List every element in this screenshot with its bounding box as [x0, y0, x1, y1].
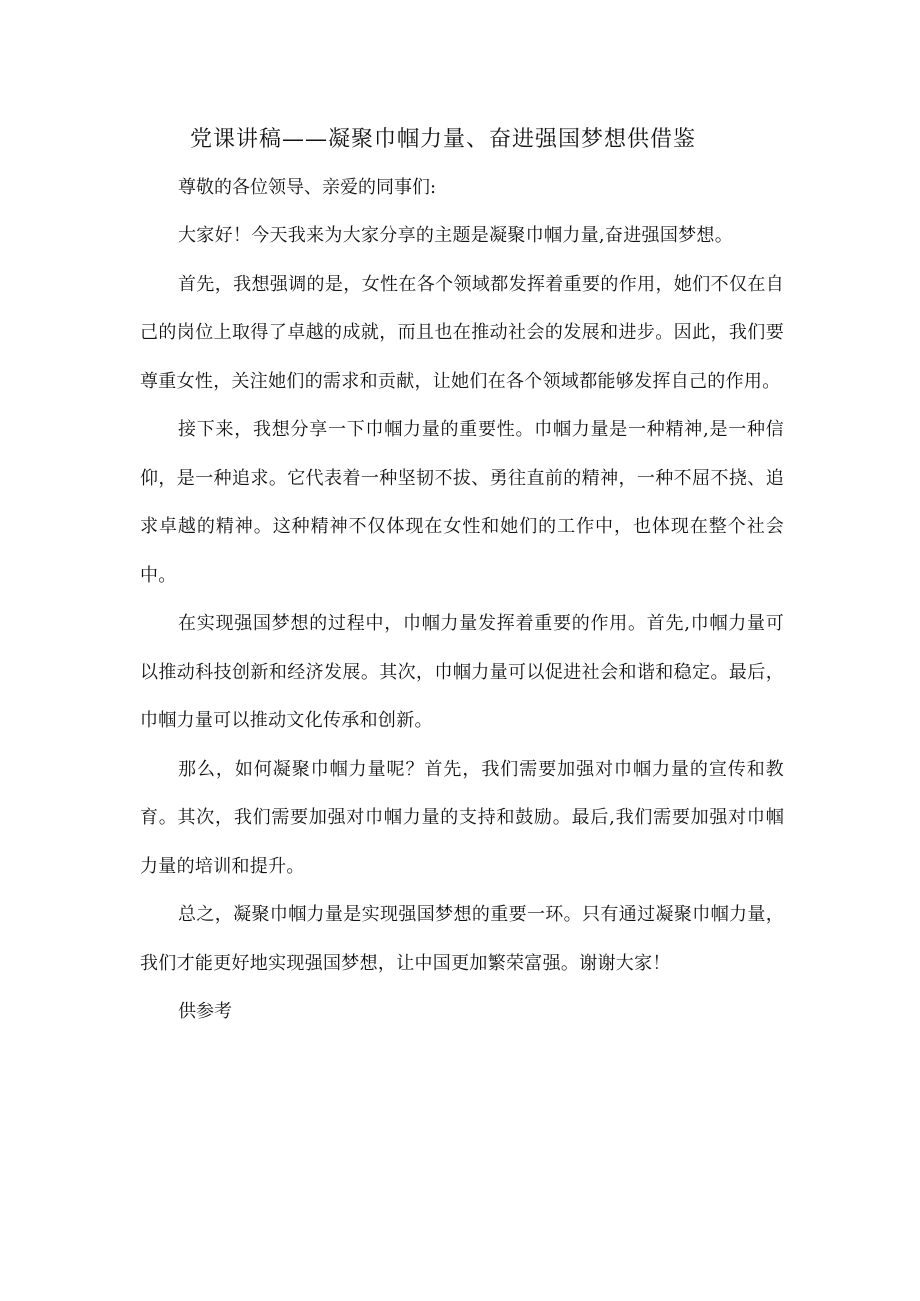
- paragraph-conclusion: 总之，凝聚巾帼力量是实现强国梦想的重要一环。只有通过凝聚巾帼力量，我们才能更好地实现强国梦想，让中国更加繁荣富强。谢谢大家！: [140, 904, 784, 974]
- paragraph-strong-nation: 在实现强国梦想的过程中，巾帼力量发挥着重要的作用。首先,巾帼力量可以推动科技创新和经济发展。其次，巾帼力量可以促进社会和谐和稳定。最后，巾帼力量可以推动文化传承和创新。: [140, 613, 784, 731]
- document-page: [140, 118, 784, 1036]
- paragraph-how-to: 那么，如何凝聚巾帼力量呢？首先，我们需要加强对巾帼力量的宣传和教育。其次，我们需要加强对巾帼力量的支持和鼓励。最后,我们需要加强对巾帼力量的培训和提升。: [140, 758, 784, 877]
- paragraph-women-role: 首先，我想强调的是，女性在各个领域都发挥着重要的作用，她们不仅在自己的岗位上取得了卓越的成就，而且也在推动社会的发展和进步。因此，我们要尊重女性，关注她们的需求和贡献，让她们在各个领域都能够发挥自己的作用。: [140, 273, 784, 392]
- paragraph-greeting: 大家好！今天我来为大家分享的主题是凝聚巾帼力量,奋进强国梦想。: [178, 225, 734, 246]
- paragraph-importance: 接下来，我想分享一下巾帼力量的重要性。巾帼力量是一种精神,是一种信仰，是一种追求。它代表着一种坚韧不拔、勇往直前的精神，一种不屈不挠、追求卓越的精神。这种精神不仅体现在女性和她们的工作中，也体现在整个社会中。: [140, 419, 784, 586]
- closing-note: 供参考: [178, 1001, 232, 1022]
- document-title: 党课讲稿——凝聚巾帼力量、奋进强国梦想供借鉴: [190, 127, 697, 152]
- salutation: 尊敬的各位领导、亲爱的同事们:: [178, 177, 437, 198]
